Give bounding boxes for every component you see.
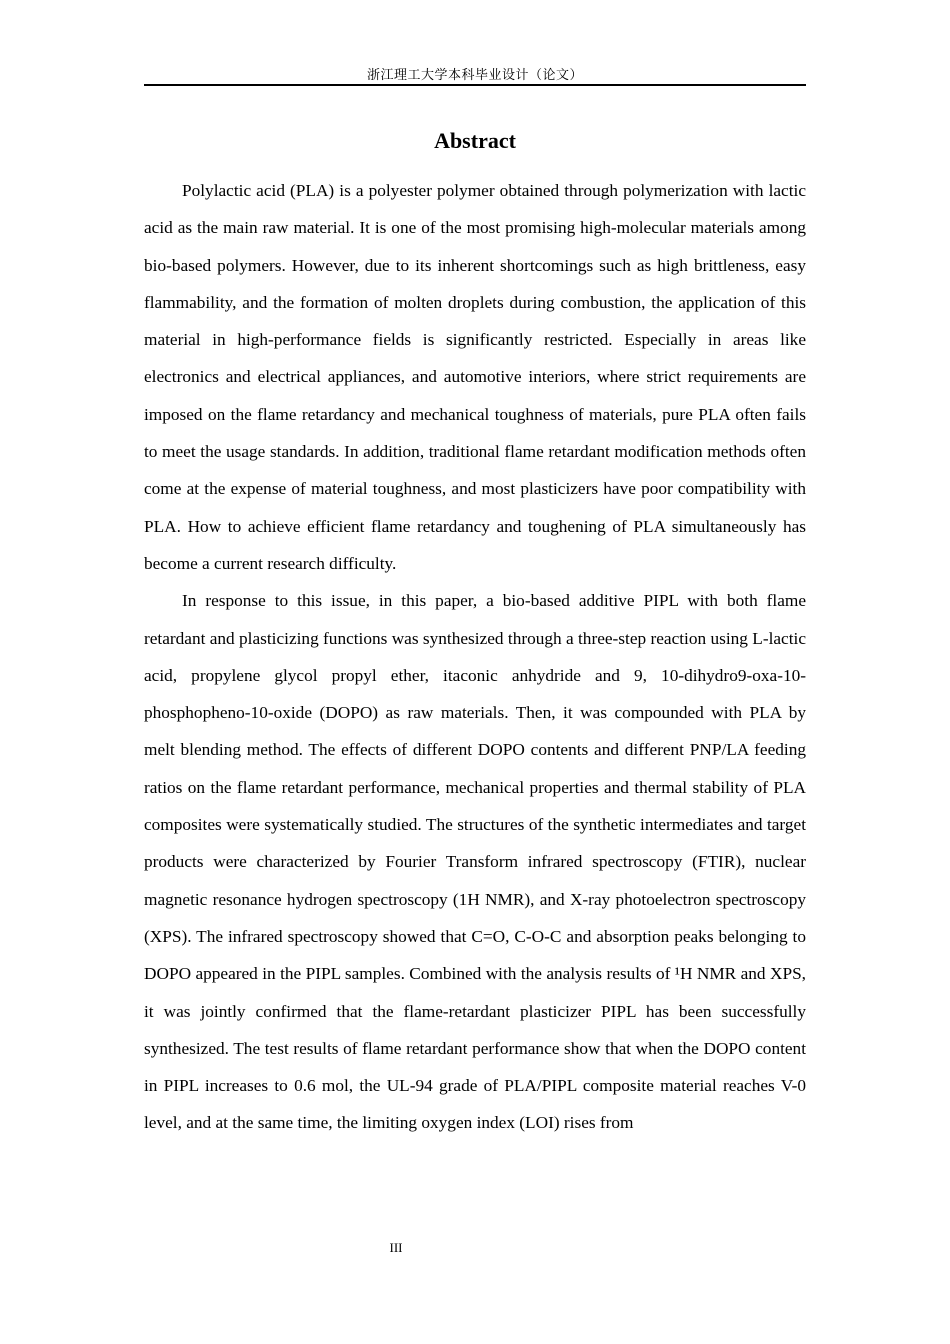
abstract-title: Abstract [434, 128, 516, 153]
running-header: 浙江理工大学本科毕业设计（论文） [366, 67, 583, 82]
page-number: III [389, 1240, 403, 1255]
abstract-paragraph-1: Polylactic acid (PLA) is a polyester polymer obtained through polymerization with lactic acid as the main raw material. It is one of the most promising high-molecular materials among bio-based polymers. However, due to its inherent shortcomings such as high brittleness, easy flammability, and the formation of molten droplets during combustion, the application of this material in high-performance fields is significantly restricted. Especially in areas like electronics and electrical appliances, and automotive interiors, where strict requirements are imposed on the flame retardancy and mechanical toughness of materials, pure PLA often fails to meet the usage standards. In addition, traditional flame retardant modification methods often come at the expense of material toughness, and most plasticizers have poor compatibility with PLA. How to achieve efficient flame retardancy and toughening of PLA simultaneously has become a current research difficulty. [144, 181, 806, 573]
abstract-body [144, 172, 806, 1142]
header-rule [144, 84, 806, 86]
abstract-paragraph-2: In response to this issue, in this paper, a bio-based additive PIPL with both flame retardant and plasticizing functions was synthesized through a three-step reaction using L-lactic acid, propylene glycol propyl ether, itaconic anhydride and 9, 10-dihydro9-oxa-10-phosphopheno-10-oxide (DOPO) as raw materials. Then, it was compounded with PLA by melt blending method. The effects of different DOPO contents and different PNP/LA feeding ratios on the flame retardant performance, mechanical properties and thermal stability of PLA composites were systematically studied. The structures of the synthetic intermediates and target products were characterized by Fourier Transform infrared spectroscopy (FTIR), nuclear magnetic resonance hydrogen spectroscopy (1H NMR), and X-ray photoelectron spectroscopy (XPS). The infrared spectroscopy showed that C=O, C-O-C and absorption peaks belonging to DOPO appeared in the PIPL samples. Combined with the analysis results of ¹H NMR and XPS, it was jointly confirmed that the flame-retardant plasticizer PIPL has been successfully synthesized. The test results of flame retardant performance show that when the DOPO content in PIPL increases to 0.6 mol, the UL-94 grade of PLA/PIPL composite material reaches V-0 level, and at the same time, the limiting oxygen index (LOI) rises from [144, 591, 806, 1133]
